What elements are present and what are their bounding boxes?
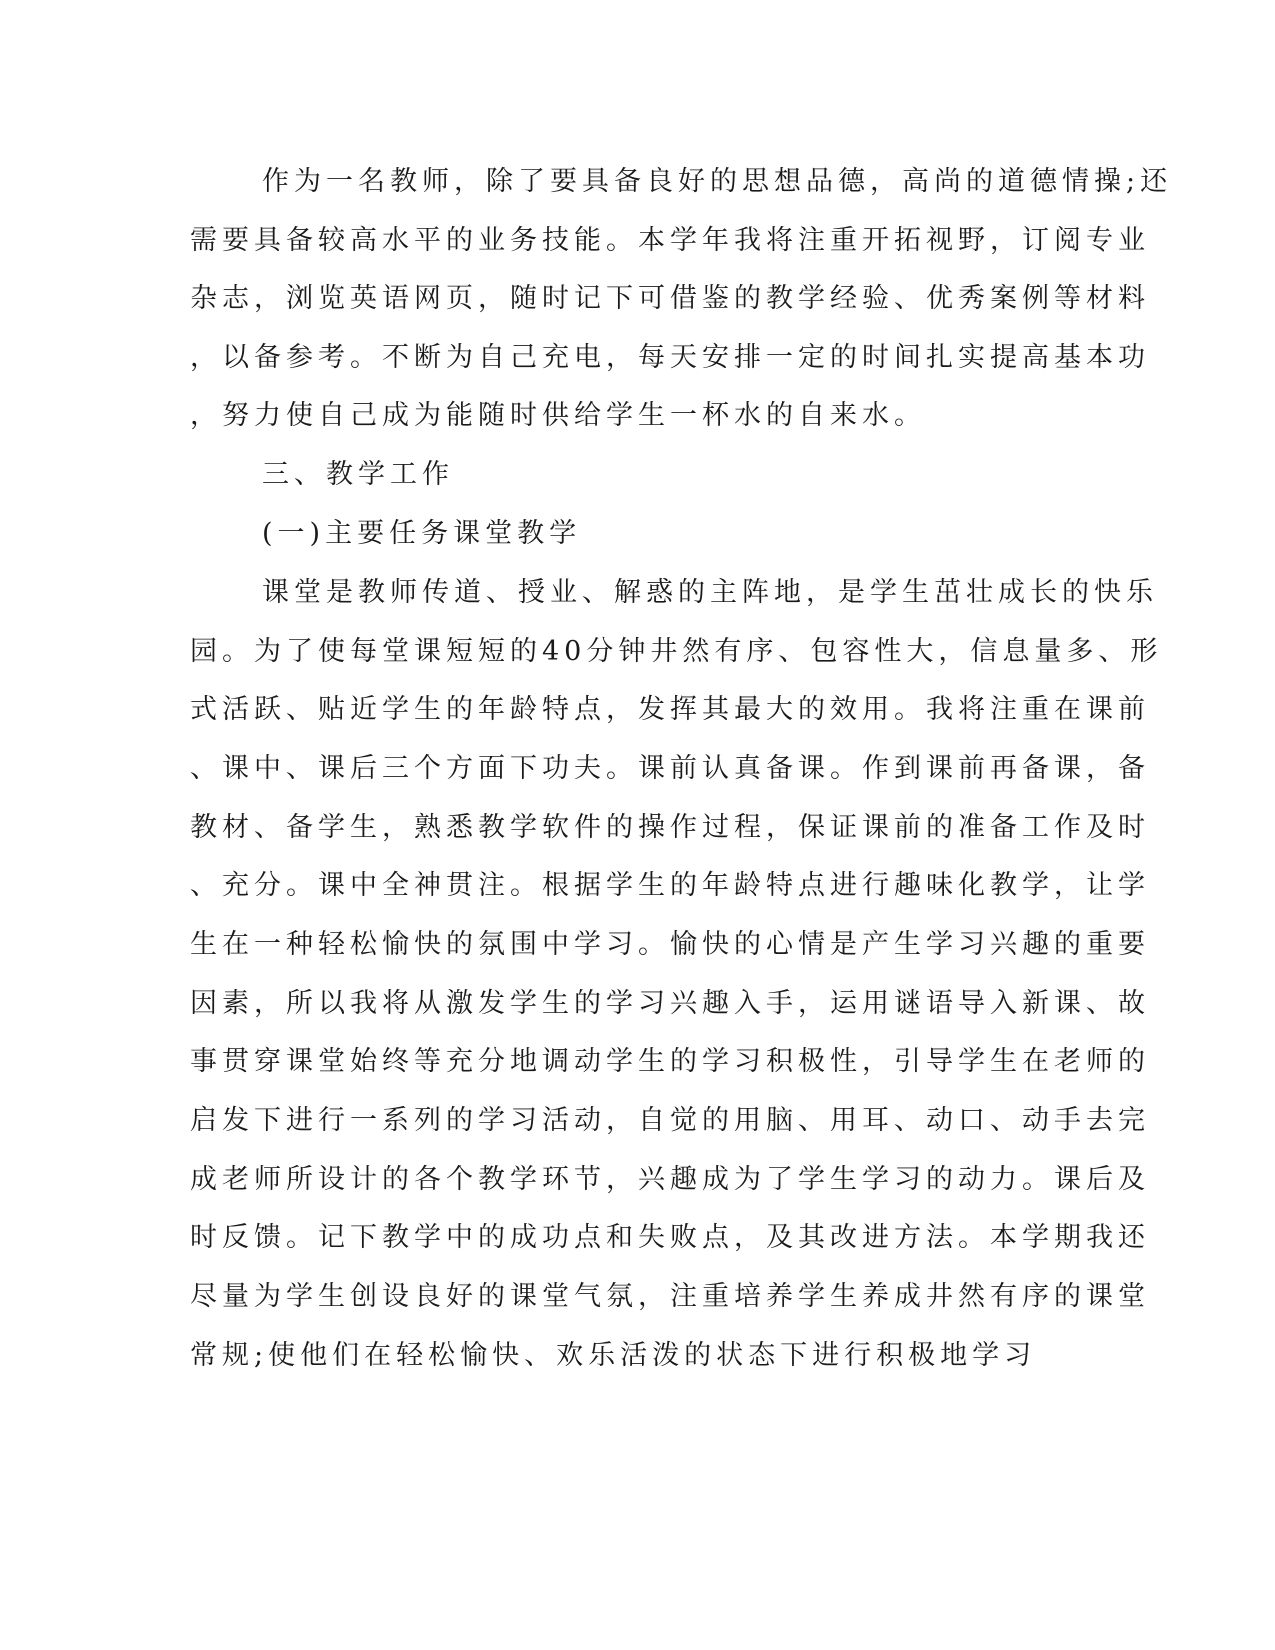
text-line: 教材、备学生，熟悉教学软件的操作过程，保证课前的准备工作及时 [190,812,1150,843]
text-line: 时反馈。记下教学中的成功点和失败点，及其改进方法。本学期我还 [190,1222,1150,1253]
text-line: 杂志，浏览英语网页，随时记下可借鉴的教学经验、优秀案例等材料 [190,283,1150,314]
text-line: 、充分。课中全神贯注。根据学生的年龄特点进行趣味化教学，让学 [190,870,1150,901]
text-line: 尽量为学生创设良好的课堂气氛，注重培养学生养成井然有序的课堂 [190,1281,1150,1312]
text-line: ，以备参考。不断为自己充电，每天安排一定的时间扎实提高基本功 [190,342,1150,373]
text-line: ，努力使自己成为能随时供给学生一杯水的自来水。 [190,400,926,431]
text-line: 因素，所以我将从激发学生的学习兴趣入手，运用谜语导入新课、故 [190,988,1150,1019]
text-line: 需要具备较高水平的业务技能。本学年我将注重开拓视野，订阅专业 [190,225,1150,256]
text-line: 园。为了使每堂课短短的40分钟井然有序、包容性大，信息量多、形 [190,636,1163,667]
text-line: 启发下进行一系列的学习活动，自觉的用脑、用耳、动口、动手去完 [190,1105,1150,1136]
text-line: 作为一名教师，除了要具备良好的思想品德，高尚的道德情操;还 [262,166,1173,197]
text-line: 常规;使他们在轻松愉快、欢乐活泼的状态下进行积极地学习 [190,1340,1037,1371]
text-line: 式活跃、贴近学生的年龄特点，发挥其最大的效用。我将注重在课前 [190,694,1150,725]
text-line: 生在一种轻松愉快的氛围中学习。愉快的心情是产生学习兴趣的重要 [190,929,1150,960]
section-heading: 三、教学工作 [262,459,454,490]
text-line: 事贯穿课堂始终等充分地调动学生的学习积极性，引导学生在老师的 [190,1046,1150,1077]
text-line: 、课中、课后三个方面下功夫。课前认真备课。作到课前再备课，备 [190,753,1150,784]
text-line: 成老师所设计的各个教学环节，兴趣成为了学生学习的动力。课后及 [190,1164,1150,1195]
text-line: 课堂是教师传道、授业、解惑的主阵地，是学生茁壮成长的快乐 [262,577,1158,608]
subsection-heading: (一)主要任务课堂教学 [262,518,582,549]
